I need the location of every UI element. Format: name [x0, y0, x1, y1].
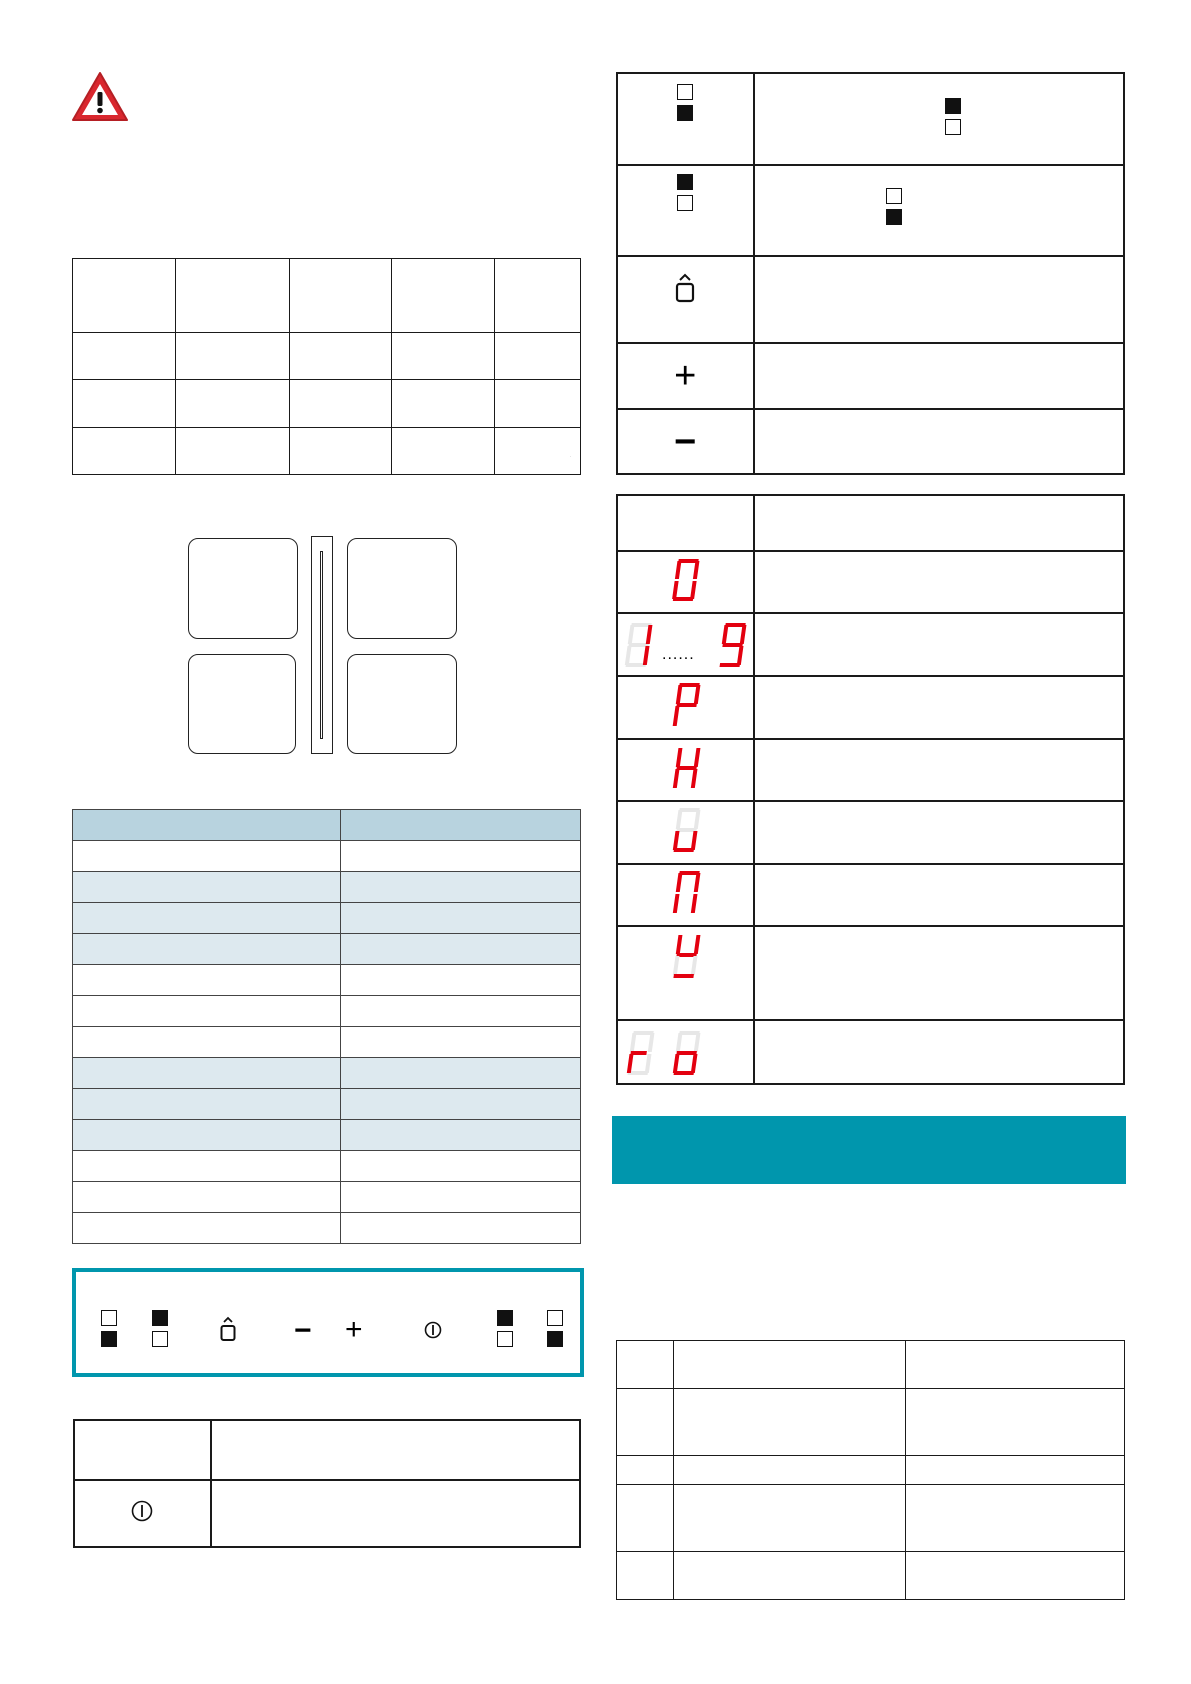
- data-table-2: [616, 1340, 1125, 1600]
- cooking-zone-rear-right: [347, 538, 457, 639]
- control-panel: [72, 1268, 584, 1377]
- section-banner: [612, 1116, 1126, 1184]
- warning-triangle-icon: [70, 70, 130, 124]
- display-digit-9: [716, 621, 748, 669]
- display-letter-u: [670, 806, 700, 854]
- lock-icon[interactable]: [219, 1316, 237, 1342]
- hob-layout-diagram: [185, 536, 457, 754]
- data-table-1: [72, 258, 581, 475]
- zone-select-front-right-icon[interactable]: [547, 1310, 563, 1347]
- zone-select-front-left-icon[interactable]: [101, 1310, 117, 1347]
- minus-icon: −: [617, 409, 754, 474]
- lock-icon: [674, 273, 696, 303]
- display-letter-o: [670, 1029, 702, 1077]
- display-letter-h: [670, 744, 700, 792]
- cooking-zone-rear-left: [188, 538, 298, 639]
- zone-select-front-icon: [619, 84, 752, 121]
- zone-select-rear-icon: [945, 98, 961, 135]
- minus-icon[interactable]: −: [294, 1314, 312, 1347]
- zone-select-rear-right-icon[interactable]: [497, 1310, 513, 1347]
- zone-select-rear-icon: [619, 174, 752, 211]
- display-letter-y: [670, 931, 700, 981]
- power-symbol-table: [73, 1419, 581, 1548]
- svg-text:0: 0: [570, 456, 571, 458]
- zone-select-front-icon: [886, 188, 902, 225]
- display-letter-n: [670, 869, 700, 917]
- control-strip: [311, 536, 333, 754]
- display-digit-0: [570, 456, 700, 603]
- display-letter-r: [624, 1029, 654, 1077]
- symbols-table: [616, 72, 1125, 475]
- spec-table: [72, 809, 581, 1244]
- power-icon[interactable]: [424, 1321, 442, 1339]
- plus-icon[interactable]: +: [345, 1313, 363, 1346]
- display-letter-p: [670, 681, 700, 729]
- plus-icon: +: [617, 343, 754, 409]
- display-codes-table: [570, 456, 1125, 1085]
- zone-select-rear-left-icon[interactable]: [152, 1310, 168, 1347]
- cooking-zone-front-right: [347, 654, 457, 754]
- range-dots: ......: [662, 646, 695, 663]
- power-icon: [131, 1500, 153, 1522]
- cooking-zone-front-left: [188, 654, 296, 754]
- display-digit-1: [622, 621, 654, 669]
